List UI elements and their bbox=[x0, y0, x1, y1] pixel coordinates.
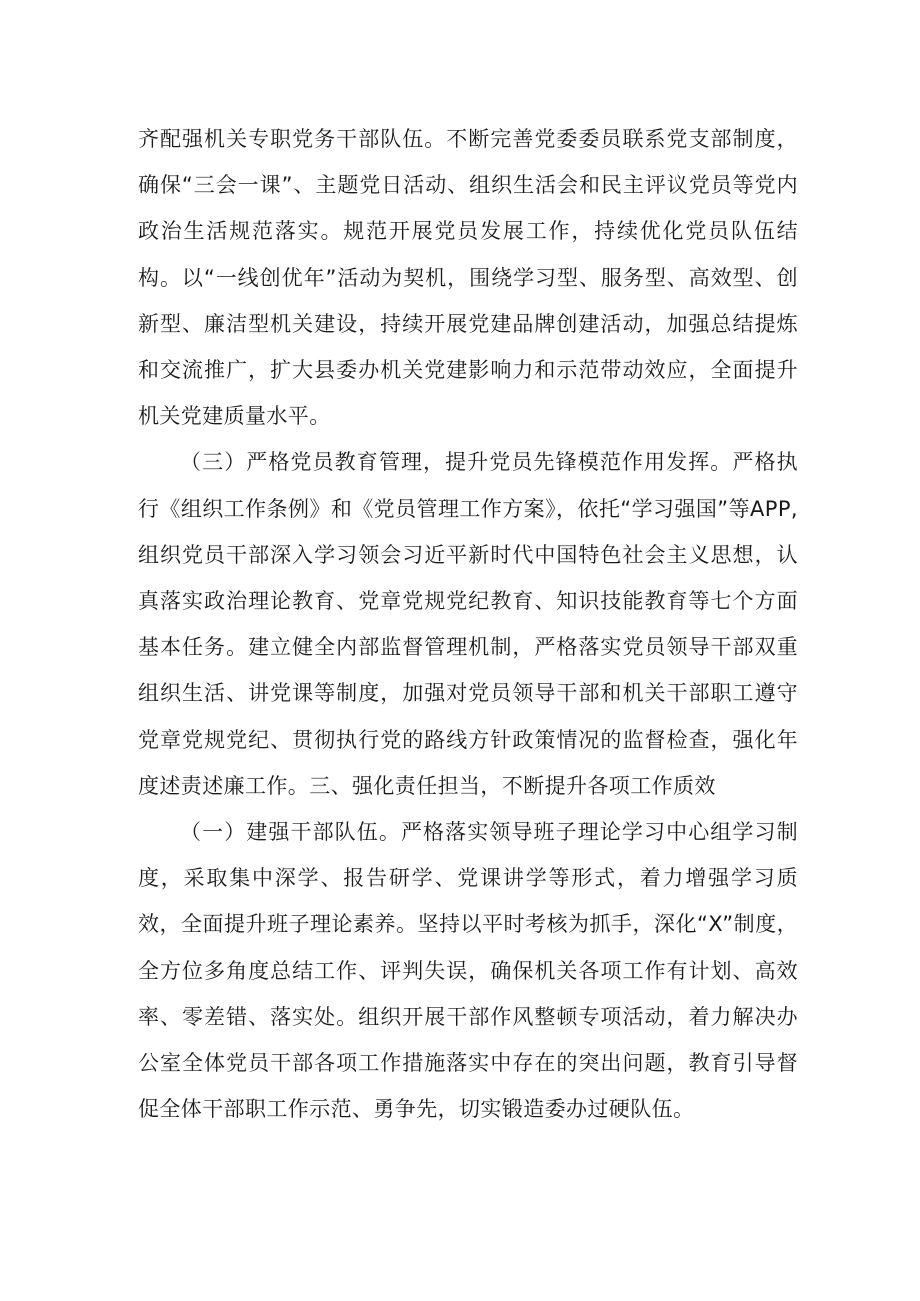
document-body bbox=[138, 116, 798, 1132]
paragraph-section-three: （三）严格党员教育管理，提升党员先锋模范作用发挥。严格执行《组织工作条例》和《党员管理工作方案》，依托“学习强国”等APP,组织党员干部深入学习领会习近平新时代中国特色社会主义思想，认真落实政治理论教育、党章党规党纪教育、知识技能教育等七个方面基本任务。建立健全内部监督管理机制，严格落实党员领导干部双重组织生活、讲党课等制度，加强对党员领导干部和机关干部职工遵守党章党规党纪、贯彻执行党的路线方针政策情况的监督检查，强化年度述责述廉工作。三、强化责任担当，不断提升各项工作质效 bbox=[138, 450, 798, 798]
paragraph-section-one: （一）建强干部队伍。严格落实领导班子理论学习中心组学习制度，采取集中深学、报告研学、党课讲学等形式，着力增强学习质效，全面提升班子理论素养。坚持以平时考核为抓手，深化“X”制度，全方位多角度总结工作、评判失误，确保机关各项工作有计划、高效率、零差错、落实处。组织开展干部作风整顿专项活动，着力解决办公室全体党员干部各项工作措施落实中存在的突出问题，教育引导督促全体干部职工作示范、勇争先，切实锻造委办过硬队伍。 bbox=[138, 820, 798, 1122]
paragraph-continuation: 齐配强机关专职党务干部队伍。不断完善党委委员联系党支部制度，确保“三会一课”、主题党日活动、组织生活会和民主评议党员等党内政治生活规范落实。规范开展党员发展工作，持续优化党员队伍结构。以“一线创优年”活动为契机，围绕学习型、服务型、高效型、创新型、廉洁型机关建设，持续开展党建品牌创建活动，加强总结提炼和交流推广，扩大县委办机关党建影响力和示范带动效应，全面提升机关党建质量水平。 bbox=[138, 127, 798, 429]
